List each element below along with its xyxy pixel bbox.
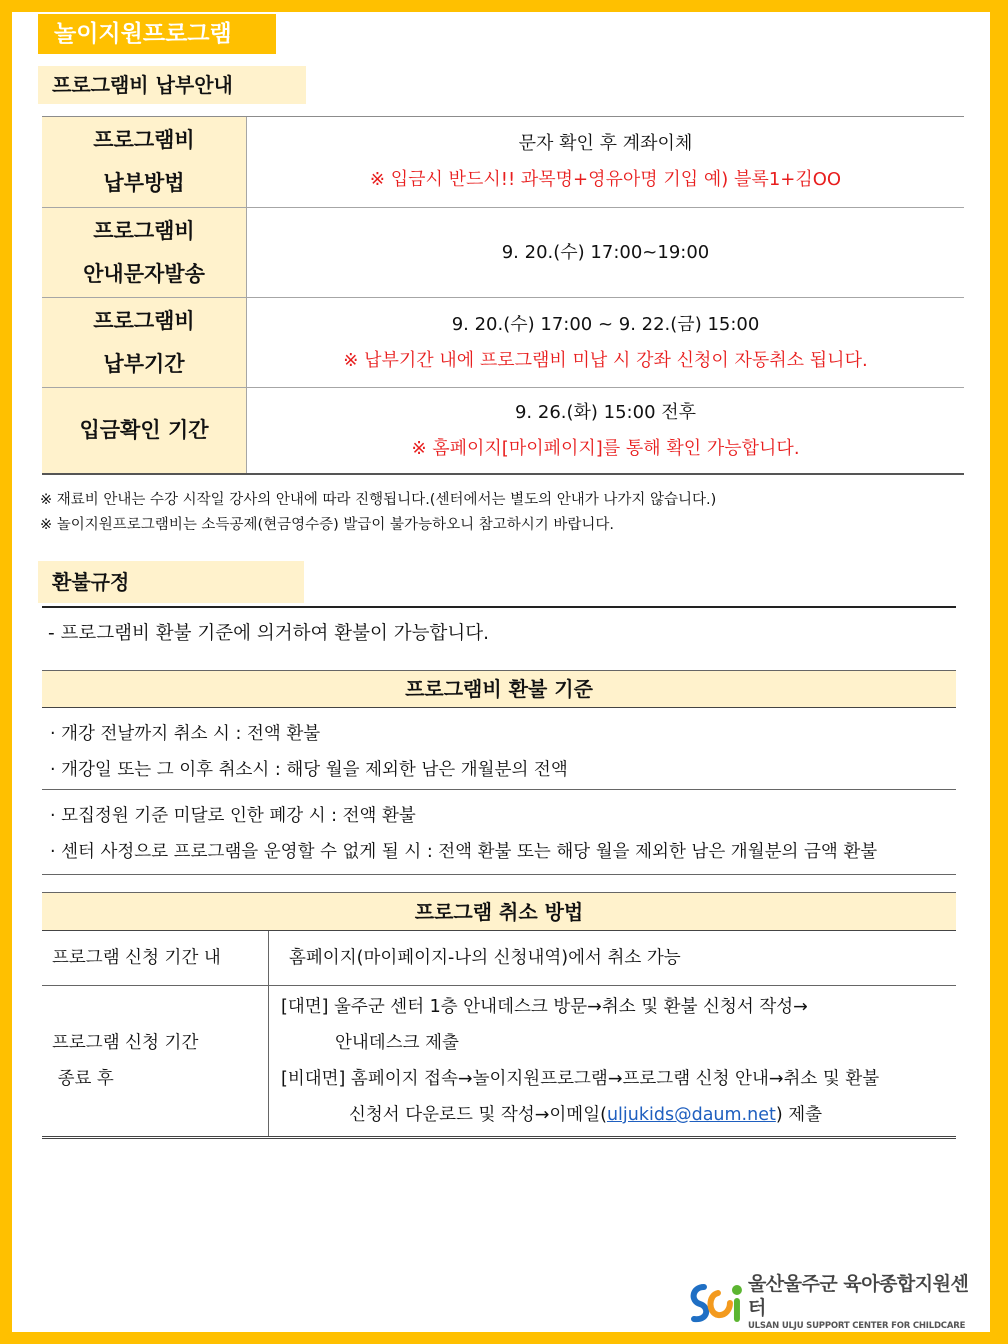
in-person-step: [대면] 울주군 센터 1층 안내데스크 방문→취소 및 환불 신청서 작성→ (281, 997, 808, 1017)
row-content (247, 298, 964, 387)
row-value: 홈페이지(마이페이지-나의 신청내역)에서 취소 가능 (289, 948, 681, 968)
payment-row-notice (42, 208, 964, 298)
note-line: ※ 재료비 안내는 수강 시작일 강사의 안내에 따라 진행됩니다.(센터에서는 별도의 안내가 나가지 않습니다.) (40, 492, 717, 508)
page-title: 놀이지원프로그램 (38, 14, 276, 54)
row-value: 문자 확인 후 계좌이체 (518, 133, 693, 154)
cancel-method-title: 프로그램 취소 방법 (42, 893, 956, 931)
row-content (247, 117, 964, 207)
refund-criteria-group (42, 790, 956, 875)
row-content (269, 931, 956, 985)
row-content (247, 388, 964, 473)
criteria-item: · 센터 사정으로 프로그램을 운영할 수 없게 될 시 : 전액 환불 또는 해당 월을 제외한 남은 개월분의 금액 환불 (50, 842, 878, 862)
online-step (281, 1097, 956, 1133)
online-step-text: ) 제출 (775, 1105, 823, 1125)
row-value: 9. 20.(수) 17:00~19:00 (501, 241, 710, 263)
refund-criteria-group (42, 708, 956, 790)
center-logo (686, 1273, 986, 1331)
refund-criteria-box (42, 670, 956, 875)
center-logo-text (748, 1272, 986, 1332)
payment-row-period (42, 298, 964, 388)
online-step: [비대면] 홈페이지 접속→놀이지원프로그램→프로그램 신청 안내→취소 및 환불 (281, 1069, 880, 1089)
row-header (42, 117, 247, 207)
row-header (42, 388, 247, 473)
row-header-line: 프로그램 신청 기간 (52, 1033, 199, 1053)
row-content (247, 208, 964, 297)
row-header (42, 208, 247, 297)
refund-section-title: 환불규정 (38, 561, 304, 603)
row-header-line: 프로그램비 (93, 128, 195, 152)
divider (42, 606, 956, 608)
email-link[interactable]: uljukids@daum.net (606, 1105, 776, 1125)
payment-row-method (42, 117, 964, 208)
criteria-item: · 개강일 또는 그 이후 취소시 : 해당 월을 제외한 남은 개월분의 전액 (50, 760, 568, 780)
row-header-line: 입금확인 기간 (79, 418, 209, 442)
row-header-line: 종료 후 (52, 1069, 114, 1089)
criteria-item: · 모집정원 기준 미달로 인한 폐강 시 : 전액 환불 (50, 806, 416, 826)
payment-row-confirm (42, 388, 964, 473)
page-sheet (12, 12, 990, 1332)
row-header-line: 프로그램비 (93, 308, 195, 333)
row-header (42, 986, 269, 1136)
row-header-line: 프로그램비 (93, 218, 195, 243)
refund-criteria-title: 프로그램비 환불 기준 (42, 671, 956, 708)
row-value: 9. 26.(화) 15:00 전후 (514, 401, 697, 423)
row-warning: ※ 납부기간 내에 프로그램비 미납 시 강좌 신청이 자동취소 됩니다. (343, 349, 868, 371)
note-line: ※ 놀이지원프로그램비는 소득공제(현금영수증) 발급이 불가능하오니 참고하시기 바랍니다. (40, 517, 614, 533)
row-header (42, 298, 247, 387)
payment-section-title: 프로그램비 납부안내 (38, 66, 306, 104)
row-warning: ※ 홈페이지[마이페이지]를 통해 확인 가능합니다. (411, 437, 800, 459)
in-person-step: 안내데스크 제출 (335, 1033, 459, 1053)
row-header-line: 안내문자발송 (83, 261, 205, 286)
center-logo-icon (686, 1279, 744, 1325)
payment-table (42, 116, 964, 475)
row-content (269, 986, 956, 1136)
center-name-english: ULSAN ULJU SUPPORT CENTER FOR CHILDCARE (747, 1321, 966, 1331)
cancel-row-after (42, 986, 956, 1136)
online-step-text: 신청서 다운로드 및 작성→이메일( (349, 1105, 607, 1125)
row-header-line: 납부방법 (103, 171, 185, 195)
criteria-item: · 개강 전날까지 취소 시 : 전액 환불 (50, 724, 321, 744)
payment-notes (40, 488, 970, 538)
cancel-method-table (42, 892, 956, 1139)
center-name-korean: 울산울주군 육아종합지원센터 (747, 1273, 969, 1319)
row-warning: ※ 입금시 반드시!! 과목명+영유아명 기입 예) 블록1+김OO (369, 169, 842, 190)
refund-intro: - 프로그램비 환불 기준에 의거하여 환불이 가능합니다. (48, 623, 490, 644)
row-value: 9. 20.(수) 17:00 ~ 9. 22.(금) 15:00 (451, 313, 760, 335)
cancel-row-during (42, 931, 956, 986)
row-header-line: 납부기간 (103, 351, 185, 376)
row-header: 프로그램 신청 기간 내 (42, 931, 269, 985)
